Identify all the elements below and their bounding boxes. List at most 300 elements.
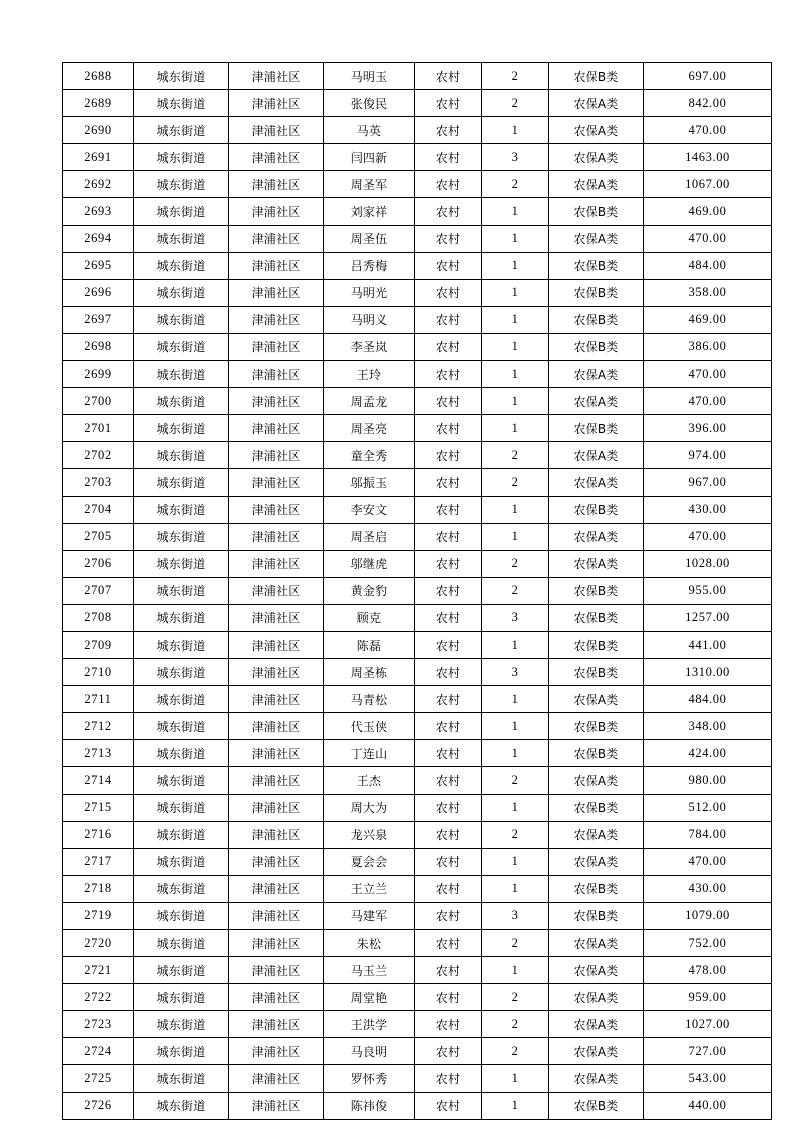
cell-category: 农保B类 [549, 902, 644, 929]
cell-name: 周圣军 [324, 171, 415, 198]
cell-street: 城东街道 [134, 198, 229, 225]
table-row [63, 875, 772, 902]
cell-id: 2697 [63, 306, 134, 333]
cell-amount: 424.00 [644, 740, 772, 767]
cell-amount: 1067.00 [644, 171, 772, 198]
cell-community: 津浦社区 [229, 957, 324, 984]
cell-community: 津浦社区 [229, 1092, 324, 1119]
cell-street: 城东街道 [134, 1092, 229, 1119]
cell-name: 王杰 [324, 767, 415, 794]
cell-id: 2702 [63, 442, 134, 469]
cell-count: 2 [482, 767, 549, 794]
cell-count: 2 [482, 442, 549, 469]
cell-category: 农保A类 [549, 469, 644, 496]
table-row [63, 984, 772, 1011]
cell-type: 农村 [415, 686, 482, 713]
cell-street: 城东街道 [134, 225, 229, 252]
cell-name: 马明玉 [324, 63, 415, 90]
cell-community: 津浦社区 [229, 171, 324, 198]
cell-category: 农保B类 [549, 198, 644, 225]
cell-name: 王玲 [324, 361, 415, 388]
cell-community: 津浦社区 [229, 117, 324, 144]
cell-amount: 697.00 [644, 63, 772, 90]
cell-community: 津浦社区 [229, 333, 324, 360]
cell-community: 津浦社区 [229, 144, 324, 171]
cell-id: 2715 [63, 794, 134, 821]
cell-community: 津浦社区 [229, 984, 324, 1011]
cell-category: 农保A类 [549, 848, 644, 875]
cell-community: 津浦社区 [229, 63, 324, 90]
cell-street: 城东街道 [134, 550, 229, 577]
cell-street: 城东街道 [134, 415, 229, 442]
cell-name: 王洪学 [324, 1011, 415, 1038]
cell-amount: 470.00 [644, 361, 772, 388]
cell-community: 津浦社区 [229, 794, 324, 821]
cell-category: 农保A类 [549, 117, 644, 144]
cell-street: 城东街道 [134, 171, 229, 198]
cell-type: 农村 [415, 198, 482, 225]
cell-community: 津浦社区 [229, 523, 324, 550]
cell-street: 城东街道 [134, 361, 229, 388]
cell-community: 津浦社区 [229, 442, 324, 469]
cell-count: 1 [482, 279, 549, 306]
cell-community: 津浦社区 [229, 252, 324, 279]
cell-id: 2717 [63, 848, 134, 875]
cell-name: 龙兴泉 [324, 821, 415, 848]
cell-count: 1 [482, 496, 549, 523]
table-row [63, 1038, 772, 1065]
cell-count: 1 [482, 225, 549, 252]
table-row [63, 306, 772, 333]
cell-id: 2690 [63, 117, 134, 144]
cell-amount: 512.00 [644, 794, 772, 821]
table-row [63, 252, 772, 279]
cell-community: 津浦社区 [229, 198, 324, 225]
cell-name: 丁连山 [324, 740, 415, 767]
cell-street: 城东街道 [134, 686, 229, 713]
cell-amount: 1028.00 [644, 550, 772, 577]
cell-category: 农保B类 [549, 333, 644, 360]
cell-name: 邬继虎 [324, 550, 415, 577]
cell-type: 农村 [415, 523, 482, 550]
cell-count: 1 [482, 333, 549, 360]
cell-count: 2 [482, 550, 549, 577]
cell-id: 2707 [63, 577, 134, 604]
cell-community: 津浦社区 [229, 577, 324, 604]
table-row [63, 821, 772, 848]
cell-amount: 358.00 [644, 279, 772, 306]
table-row [63, 659, 772, 686]
cell-category: 农保B类 [549, 631, 644, 658]
cell-street: 城东街道 [134, 713, 229, 740]
cell-count: 1 [482, 848, 549, 875]
table-row [63, 171, 772, 198]
cell-amount: 955.00 [644, 577, 772, 604]
cell-id: 2704 [63, 496, 134, 523]
cell-type: 农村 [415, 1065, 482, 1092]
cell-count: 1 [482, 306, 549, 333]
cell-street: 城东街道 [134, 523, 229, 550]
cell-type: 农村 [415, 1092, 482, 1119]
cell-category: 农保A类 [549, 957, 644, 984]
table-row [63, 1092, 772, 1119]
cell-count: 1 [482, 740, 549, 767]
cell-community: 津浦社区 [229, 1038, 324, 1065]
cell-amount: 440.00 [644, 1092, 772, 1119]
cell-type: 农村 [415, 225, 482, 252]
cell-count: 1 [482, 252, 549, 279]
cell-amount: 974.00 [644, 442, 772, 469]
cell-amount: 469.00 [644, 198, 772, 225]
cell-amount: 980.00 [644, 767, 772, 794]
cell-amount: 842.00 [644, 90, 772, 117]
cell-type: 农村 [415, 957, 482, 984]
cell-community: 津浦社区 [229, 415, 324, 442]
cell-id: 2688 [63, 63, 134, 90]
cell-name: 马明义 [324, 306, 415, 333]
cell-community: 津浦社区 [229, 550, 324, 577]
cell-street: 城东街道 [134, 659, 229, 686]
cell-id: 2691 [63, 144, 134, 171]
cell-category: 农保A类 [549, 1011, 644, 1038]
cell-category: 农保A类 [549, 686, 644, 713]
cell-count: 3 [482, 144, 549, 171]
cell-amount: 469.00 [644, 306, 772, 333]
table-row [63, 90, 772, 117]
cell-category: 农保A类 [549, 1038, 644, 1065]
table-row [63, 577, 772, 604]
cell-type: 农村 [415, 1038, 482, 1065]
cell-community: 津浦社区 [229, 496, 324, 523]
cell-count: 2 [482, 821, 549, 848]
cell-name: 马良明 [324, 1038, 415, 1065]
cell-amount: 386.00 [644, 333, 772, 360]
table-row [63, 198, 772, 225]
cell-count: 1 [482, 875, 549, 902]
cell-community: 津浦社区 [229, 848, 324, 875]
cell-type: 农村 [415, 90, 482, 117]
table-row [63, 686, 772, 713]
cell-count: 2 [482, 171, 549, 198]
cell-id: 2718 [63, 875, 134, 902]
cell-type: 农村 [415, 713, 482, 740]
cell-street: 城东街道 [134, 1065, 229, 1092]
cell-community: 津浦社区 [229, 306, 324, 333]
cell-street: 城东街道 [134, 1011, 229, 1038]
cell-name: 李圣岚 [324, 333, 415, 360]
cell-id: 2692 [63, 171, 134, 198]
cell-count: 1 [482, 388, 549, 415]
table-row [63, 279, 772, 306]
cell-id: 2706 [63, 550, 134, 577]
cell-community: 津浦社区 [229, 90, 324, 117]
table-row [63, 496, 772, 523]
cell-community: 津浦社区 [229, 469, 324, 496]
cell-street: 城东街道 [134, 821, 229, 848]
cell-street: 城东街道 [134, 577, 229, 604]
cell-amount: 1079.00 [644, 902, 772, 929]
cell-street: 城东街道 [134, 90, 229, 117]
cell-category: 农保B类 [549, 794, 644, 821]
cell-id: 2712 [63, 713, 134, 740]
cell-id: 2723 [63, 1011, 134, 1038]
cell-category: 农保B类 [549, 659, 644, 686]
cell-count: 2 [482, 984, 549, 1011]
cell-amount: 484.00 [644, 252, 772, 279]
cell-count: 1 [482, 1092, 549, 1119]
cell-name: 张俊民 [324, 90, 415, 117]
table-row [63, 144, 772, 171]
cell-type: 农村 [415, 63, 482, 90]
table-row [63, 604, 772, 631]
cell-count: 1 [482, 523, 549, 550]
cell-street: 城东街道 [134, 252, 229, 279]
cell-name: 朱松 [324, 930, 415, 957]
cell-count: 1 [482, 361, 549, 388]
cell-amount: 784.00 [644, 821, 772, 848]
cell-id: 2710 [63, 659, 134, 686]
cell-id: 2713 [63, 740, 134, 767]
cell-id: 2703 [63, 469, 134, 496]
cell-type: 农村 [415, 631, 482, 658]
table-row [63, 117, 772, 144]
cell-type: 农村 [415, 469, 482, 496]
cell-street: 城东街道 [134, 144, 229, 171]
cell-type: 农村 [415, 306, 482, 333]
cell-category: 农保B类 [549, 713, 644, 740]
cell-count: 3 [482, 902, 549, 929]
cell-amount: 543.00 [644, 1065, 772, 1092]
table-row [63, 902, 772, 929]
cell-name: 陈祎俊 [324, 1092, 415, 1119]
cell-category: 农保A类 [549, 1065, 644, 1092]
subsidy-table [62, 62, 772, 1120]
cell-street: 城东街道 [134, 388, 229, 415]
table-row [63, 930, 772, 957]
table-row [63, 388, 772, 415]
cell-name: 周圣栋 [324, 659, 415, 686]
cell-street: 城东街道 [134, 63, 229, 90]
cell-name: 刘家祥 [324, 198, 415, 225]
cell-id: 2726 [63, 1092, 134, 1119]
table-row [63, 225, 772, 252]
cell-type: 农村 [415, 577, 482, 604]
cell-name: 代玉侠 [324, 713, 415, 740]
cell-amount: 396.00 [644, 415, 772, 442]
cell-community: 津浦社区 [229, 659, 324, 686]
cell-community: 津浦社区 [229, 604, 324, 631]
cell-type: 农村 [415, 117, 482, 144]
cell-name: 马建军 [324, 902, 415, 929]
cell-name: 罗怀秀 [324, 1065, 415, 1092]
cell-name: 周圣伍 [324, 225, 415, 252]
table-row [63, 794, 772, 821]
cell-id: 2705 [63, 523, 134, 550]
cell-id: 2689 [63, 90, 134, 117]
table-row [63, 361, 772, 388]
cell-name: 周大为 [324, 794, 415, 821]
cell-category: 农保B类 [549, 279, 644, 306]
table-row [63, 740, 772, 767]
cell-count: 2 [482, 90, 549, 117]
cell-amount: 470.00 [644, 523, 772, 550]
cell-street: 城东街道 [134, 875, 229, 902]
cell-type: 农村 [415, 902, 482, 929]
cell-amount: 470.00 [644, 848, 772, 875]
cell-category: 农保A类 [549, 144, 644, 171]
cell-count: 3 [482, 604, 549, 631]
cell-type: 农村 [415, 171, 482, 198]
cell-name: 黄金豹 [324, 577, 415, 604]
table-row [63, 713, 772, 740]
cell-type: 农村 [415, 550, 482, 577]
cell-category: 农保B类 [549, 306, 644, 333]
cell-category: 农保A类 [549, 388, 644, 415]
cell-category: 农保A类 [549, 171, 644, 198]
cell-name: 童全秀 [324, 442, 415, 469]
cell-count: 1 [482, 713, 549, 740]
cell-count: 1 [482, 1065, 549, 1092]
cell-count: 2 [482, 577, 549, 604]
cell-amount: 470.00 [644, 225, 772, 252]
cell-amount: 478.00 [644, 957, 772, 984]
cell-category: 农保A类 [549, 930, 644, 957]
cell-category: 农保A类 [549, 442, 644, 469]
cell-type: 农村 [415, 279, 482, 306]
table-row [63, 957, 772, 984]
cell-type: 农村 [415, 740, 482, 767]
cell-count: 2 [482, 63, 549, 90]
cell-count: 1 [482, 117, 549, 144]
table-row [63, 523, 772, 550]
table-row [63, 631, 772, 658]
cell-community: 津浦社区 [229, 1065, 324, 1092]
cell-type: 农村 [415, 604, 482, 631]
cell-street: 城东街道 [134, 469, 229, 496]
cell-count: 1 [482, 198, 549, 225]
cell-street: 城东街道 [134, 984, 229, 1011]
cell-id: 2695 [63, 252, 134, 279]
cell-category: 农保A类 [549, 523, 644, 550]
cell-category: 农保A类 [549, 767, 644, 794]
cell-id: 2721 [63, 957, 134, 984]
cell-id: 2696 [63, 279, 134, 306]
table-row [63, 442, 772, 469]
cell-type: 农村 [415, 333, 482, 360]
cell-category: 农保B类 [549, 875, 644, 902]
cell-name: 王立兰 [324, 875, 415, 902]
cell-amount: 470.00 [644, 117, 772, 144]
cell-amount: 727.00 [644, 1038, 772, 1065]
cell-community: 津浦社区 [229, 930, 324, 957]
table-row [63, 767, 772, 794]
cell-street: 城东街道 [134, 496, 229, 523]
table-row [63, 1011, 772, 1038]
cell-type: 农村 [415, 496, 482, 523]
cell-amount: 484.00 [644, 686, 772, 713]
cell-id: 2719 [63, 902, 134, 929]
cell-community: 津浦社区 [229, 821, 324, 848]
cell-id: 2711 [63, 686, 134, 713]
cell-name: 马青松 [324, 686, 415, 713]
cell-category: 农保B类 [549, 63, 644, 90]
cell-id: 2699 [63, 361, 134, 388]
cell-category: 农保A类 [549, 984, 644, 1011]
cell-count: 1 [482, 415, 549, 442]
cell-type: 农村 [415, 794, 482, 821]
cell-community: 津浦社区 [229, 631, 324, 658]
cell-amount: 1463.00 [644, 144, 772, 171]
table-row [63, 63, 772, 90]
cell-street: 城东街道 [134, 604, 229, 631]
cell-street: 城东街道 [134, 279, 229, 306]
cell-id: 2720 [63, 930, 134, 957]
cell-count: 2 [482, 469, 549, 496]
cell-community: 津浦社区 [229, 225, 324, 252]
cell-name: 陈磊 [324, 631, 415, 658]
cell-type: 农村 [415, 767, 482, 794]
cell-community: 津浦社区 [229, 361, 324, 388]
cell-id: 2709 [63, 631, 134, 658]
cell-category: 农保B类 [549, 496, 644, 523]
cell-street: 城东街道 [134, 442, 229, 469]
cell-amount: 967.00 [644, 469, 772, 496]
cell-community: 津浦社区 [229, 902, 324, 929]
cell-category: 农保A类 [549, 90, 644, 117]
cell-community: 津浦社区 [229, 767, 324, 794]
cell-id: 2716 [63, 821, 134, 848]
cell-name: 周圣亮 [324, 415, 415, 442]
cell-name: 周堂艳 [324, 984, 415, 1011]
cell-category: 农保B类 [549, 577, 644, 604]
cell-type: 农村 [415, 415, 482, 442]
cell-type: 农村 [415, 144, 482, 171]
cell-type: 农村 [415, 252, 482, 279]
cell-count: 3 [482, 659, 549, 686]
cell-street: 城东街道 [134, 306, 229, 333]
cell-amount: 1257.00 [644, 604, 772, 631]
cell-street: 城东街道 [134, 740, 229, 767]
cell-street: 城东街道 [134, 902, 229, 929]
cell-type: 农村 [415, 442, 482, 469]
cell-name: 李安文 [324, 496, 415, 523]
cell-name: 马玉兰 [324, 957, 415, 984]
cell-community: 津浦社区 [229, 740, 324, 767]
cell-street: 城东街道 [134, 848, 229, 875]
table-row [63, 469, 772, 496]
cell-street: 城东街道 [134, 794, 229, 821]
table-row [63, 1065, 772, 1092]
cell-street: 城东街道 [134, 957, 229, 984]
cell-type: 农村 [415, 930, 482, 957]
cell-name: 吕秀梅 [324, 252, 415, 279]
cell-category: 农保A类 [549, 550, 644, 577]
cell-amount: 348.00 [644, 713, 772, 740]
cell-count: 2 [482, 930, 549, 957]
cell-community: 津浦社区 [229, 713, 324, 740]
cell-count: 1 [482, 794, 549, 821]
cell-name: 周圣启 [324, 523, 415, 550]
table-body [63, 63, 772, 1120]
cell-amount: 959.00 [644, 984, 772, 1011]
cell-type: 农村 [415, 848, 482, 875]
cell-street: 城东街道 [134, 930, 229, 957]
cell-category: 农保B类 [549, 1092, 644, 1119]
cell-amount: 430.00 [644, 875, 772, 902]
cell-category: 农保B类 [549, 252, 644, 279]
cell-name: 周孟龙 [324, 388, 415, 415]
cell-amount: 430.00 [644, 496, 772, 523]
